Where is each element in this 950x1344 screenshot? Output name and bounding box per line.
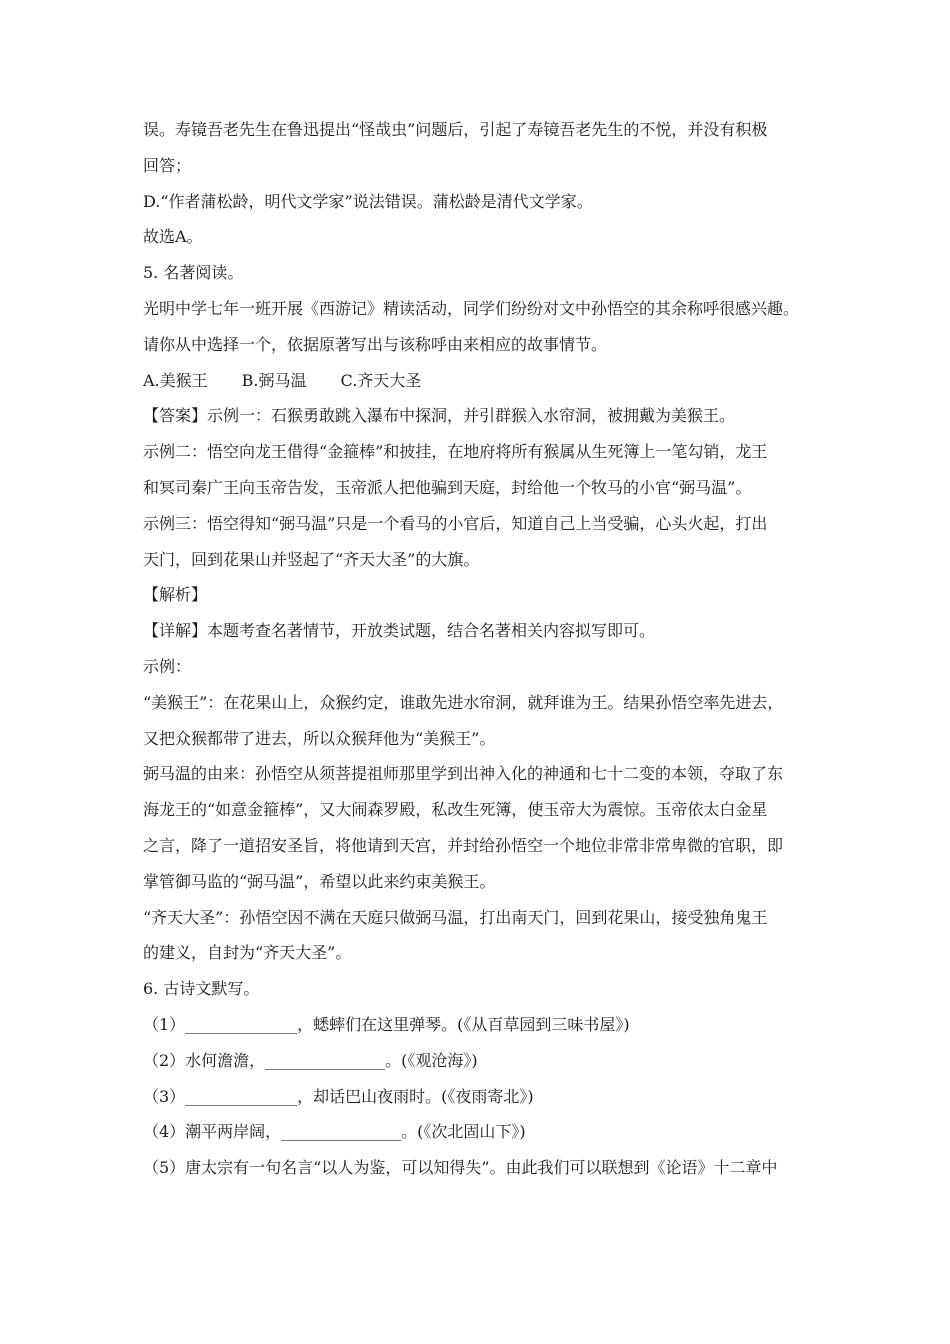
text-line: 和冥司秦广王向玉帝告发，玉帝派人把他骗到天庭，封给他一个牧马的小官“弼马温”。 [143, 477, 752, 497]
text-line: 海龙王的“如意金箍棒”，又大闹森罗殿，私改生死簿，使玉帝大为震惊。玉帝依太白金星 [143, 800, 768, 820]
text-line: 示例： [143, 656, 192, 676]
detail-line: 【详解】本题考查名著情节，开放类试题，结合名著相关内容拟写即可。 [143, 621, 656, 641]
option-b: B.弼马温 [241, 370, 307, 390]
poem-item-2: （2）水何澹澹，_______________。(《观沧海》) [143, 1050, 478, 1070]
answer-line: 【答案】示例一：石猴勇敢跳入瀑布中探洞，并引群猴入水帘洞，被拥戴为美猴王。 [143, 406, 736, 426]
text-line: 误。寿镜吾老先生在鲁迅提出“怪哉虫”问题后，引起了寿镜吾老先生的不悦，并没有积极 [143, 120, 768, 139]
text-line: 之言，降了一道招安圣旨，将他请到天宫，并封给孙悟空一个地位非常非常卑微的官职，即 [143, 835, 784, 855]
text-line: 示例三：悟空得知“弼马温”只是一个看马的小官后，知道自己上当受骗，心头火起，打出 [143, 513, 768, 533]
text-line: 回答； [143, 155, 192, 175]
text-line: 天门，回到花果山并竖起了“齐天大圣”的大旗。 [143, 549, 480, 569]
poem-item-5: （5）唐太宗有一句名言“以人为鉴，可以知得失”。由此我们可以联想到《论语》十二章中 [143, 1158, 778, 1178]
text-line: D.“作者蒲松龄，明代文学家”说法错误。蒲松龄是清代文学家。 [143, 191, 593, 211]
text-line: 的建义，自封为“齐天大圣”。 [143, 943, 352, 963]
text-line: 又把众猴都带了进去，所以众猴拜他为“美猴王”。 [143, 728, 496, 748]
poem-item-4: （4）潮平两岸阔，_______________。(《次北固山下》) [143, 1122, 526, 1142]
option-a: A.美猴王 [143, 370, 208, 390]
text-line: 故选A。 [143, 227, 203, 247]
answer-options [143, 363, 811, 399]
question-5-heading: 5. 名著阅读。 [143, 263, 244, 283]
text-line: “齐天大圣”：孙悟空因不满在天庭只做弼马温，打出南天门，回到花果山，接受独角鬼王 [143, 907, 768, 927]
text-line: 请你从中选择一个，依据原著写出与该称呼由来相应的故事情节。 [143, 334, 608, 354]
document-body [143, 112, 811, 1186]
text-line: 光明中学七年一班开展《西游记》精读活动，同学们纷纷对文中孙悟空的其余称呼很感兴趣。 [143, 298, 800, 318]
poem-item-3: （3）______________，却话巴山夜雨时。(《夜雨寄北》) [143, 1086, 534, 1106]
text-line: 弼马温的由来：孙悟空从须菩提祖师那里学到出神入化的神通和七十二变的本领，夺取了东 [143, 764, 784, 784]
text-line: 掌管御马监的“弼马温”，希望以此来约束美猴王。 [143, 871, 496, 891]
analysis-heading: 【解析】 [143, 585, 208, 605]
question-6-heading: 6. 古诗文默写。 [143, 979, 260, 999]
text-line: 示例二：悟空向龙王借得“金箍棒”和披挂，在地府将所有猴属从生死簿上一笔勾销，龙王 [143, 442, 768, 462]
poem-item-1: （1）______________，蟋蟀们在这里弹琴。(《从百草园到三味书屋》) [143, 1014, 630, 1034]
text-line: “美猴王”：在花果山上，众猴约定，谁敢先进水帘洞，就拜谁为王。结果孙悟空率先进去， [143, 692, 784, 712]
option-c: C.齐天大圣 [340, 370, 422, 390]
